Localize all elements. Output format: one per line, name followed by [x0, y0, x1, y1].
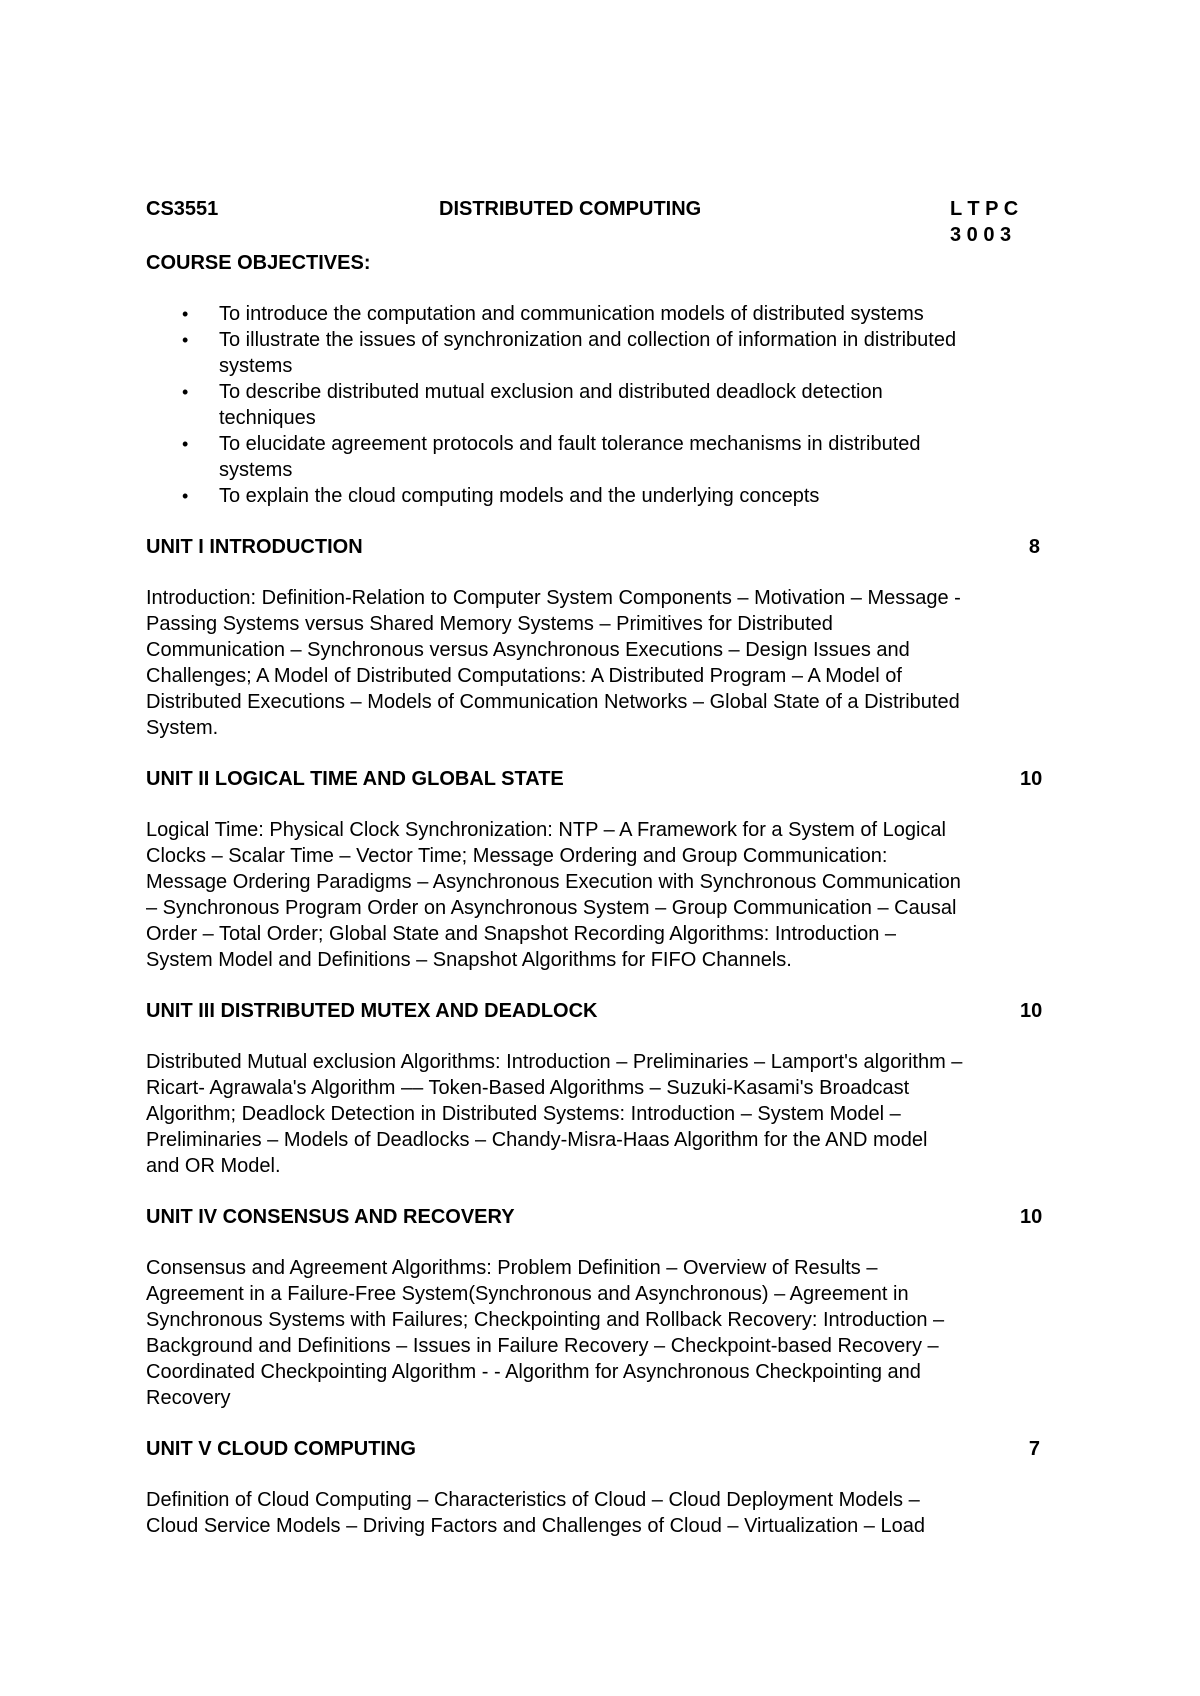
unit-5-line: Definition of Cloud Computing – Characteristics of Cloud – Cloud Deployment Models –	[146, 1489, 920, 1511]
unit-2-line: – Synchronous Program Order on Asynchronous System – Group Communication – Causal	[146, 897, 957, 919]
unit-2-line: Message Ordering Paradigms – Asynchronous Execution with Synchronous Communication	[146, 871, 961, 893]
bullet-icon: •	[182, 434, 189, 454]
unit-1-line: Communication – Synchronous versus Asynchronous Executions – Design Issues and	[146, 639, 910, 661]
bullet-icon: •	[182, 382, 189, 402]
bullet-icon: •	[182, 304, 189, 324]
unit-2-line: Logical Time: Physical Clock Synchronization: NTP – A Framework for a System of Logical	[146, 819, 946, 841]
objective-item: To introduce the computation and communication models of distributed systems	[219, 303, 924, 325]
unit-2-title: UNIT II LOGICAL TIME AND GLOBAL STATE	[146, 768, 564, 790]
course-code: CS3551	[146, 198, 219, 220]
unit-3-title: UNIT III DISTRIBUTED MUTEX AND DEADLOCK	[146, 1000, 598, 1022]
unit-3-line: Ricart- Agrawala's Algorithm –– Token-Based Algorithms – Suzuki-Kasami's Broadcast	[146, 1077, 910, 1099]
unit-1-line: System.	[146, 717, 219, 739]
unit-4-line: Agreement in a Failure-Free System(Synchronous and Asynchronous) – Agreement in	[146, 1283, 909, 1305]
unit-4-title: UNIT IV CONSENSUS AND RECOVERY	[146, 1206, 515, 1228]
unit-4-line: Coordinated Checkpointing Algorithm - - Algorithm for Asynchronous Checkpointing and	[146, 1361, 921, 1383]
unit-5-title: UNIT V CLOUD COMPUTING	[146, 1438, 416, 1460]
ltpc-values: 3 0 0 3	[950, 224, 1012, 246]
unit-2-hours: 10	[1020, 768, 1043, 790]
objective-item-continuation: systems	[219, 355, 293, 377]
unit-2-line: System Model and Definitions – Snapshot Algorithms for FIFO Channels.	[146, 949, 792, 971]
unit-3-line: Preliminaries – Models of Deadlocks – Chandy-Misra-Haas Algorithm for the AND model	[146, 1129, 928, 1151]
unit-4-hours: 10	[1020, 1206, 1043, 1228]
objective-item: To describe distributed mutual exclusion and distributed deadlock detection	[219, 381, 883, 403]
unit-1-line: Passing Systems versus Shared Memory Systems – Primitives for Distributed	[146, 613, 833, 635]
unit-3-line: Distributed Mutual exclusion Algorithms: Introduction – Preliminaries – Lamport's algorithm –	[146, 1051, 963, 1073]
unit-3-hours: 10	[1020, 1000, 1043, 1022]
objective-item: To illustrate the issues of synchronization and collection of information in distributed	[219, 329, 957, 351]
ltpc-label: L T P C	[950, 198, 1019, 220]
bullet-icon: •	[182, 330, 189, 350]
unit-5-hours: 7	[1028, 1438, 1040, 1460]
bullet-icon: •	[182, 486, 189, 506]
unit-3-line: and OR Model.	[146, 1155, 281, 1177]
unit-1-line: Challenges; A Model of Distributed Computations: A Distributed Program – A Model of	[146, 665, 902, 687]
unit-1-hours: 8	[1028, 536, 1040, 558]
objective-item: To explain the cloud computing models and the underlying concepts	[219, 485, 820, 507]
unit-2-line: Order – Total Order; Global State and Snapshot Recording Algorithms: Introduction –	[146, 923, 897, 945]
unit-3-line: Algorithm; Deadlock Detection in Distributed Systems: Introduction – System Model –	[146, 1103, 901, 1125]
unit-4-line: Recovery	[146, 1387, 231, 1409]
unit-4-line: Consensus and Agreement Algorithms: Problem Definition – Overview of Results –	[146, 1257, 878, 1279]
unit-1-title: UNIT I INTRODUCTION	[146, 536, 363, 558]
unit-4-line: Synchronous Systems with Failures; Checkpointing and Rollback Recovery: Introduction –	[146, 1309, 945, 1331]
objectives-heading: COURSE OBJECTIVES:	[146, 252, 371, 274]
unit-1-line: Distributed Executions – Models of Communication Networks – Global State of a Distributed	[146, 691, 960, 713]
unit-1-line: Introduction: Definition-Relation to Computer System Components – Motivation – Message -	[146, 587, 961, 609]
unit-2-line: Clocks – Scalar Time – Vector Time; Message Ordering and Group Communication:	[146, 845, 888, 867]
objective-item-continuation: systems	[219, 459, 293, 481]
objective-item: To elucidate agreement protocols and fault tolerance mechanisms in distributed	[219, 433, 921, 455]
unit-5-line: Cloud Service Models – Driving Factors and Challenges of Cloud – Virtualization – Load	[146, 1515, 925, 1537]
course-title: DISTRIBUTED COMPUTING	[439, 198, 702, 220]
unit-4-line: Background and Definitions – Issues in Failure Recovery – Checkpoint-based Recovery –	[146, 1335, 939, 1357]
objective-item-continuation: techniques	[219, 407, 316, 429]
